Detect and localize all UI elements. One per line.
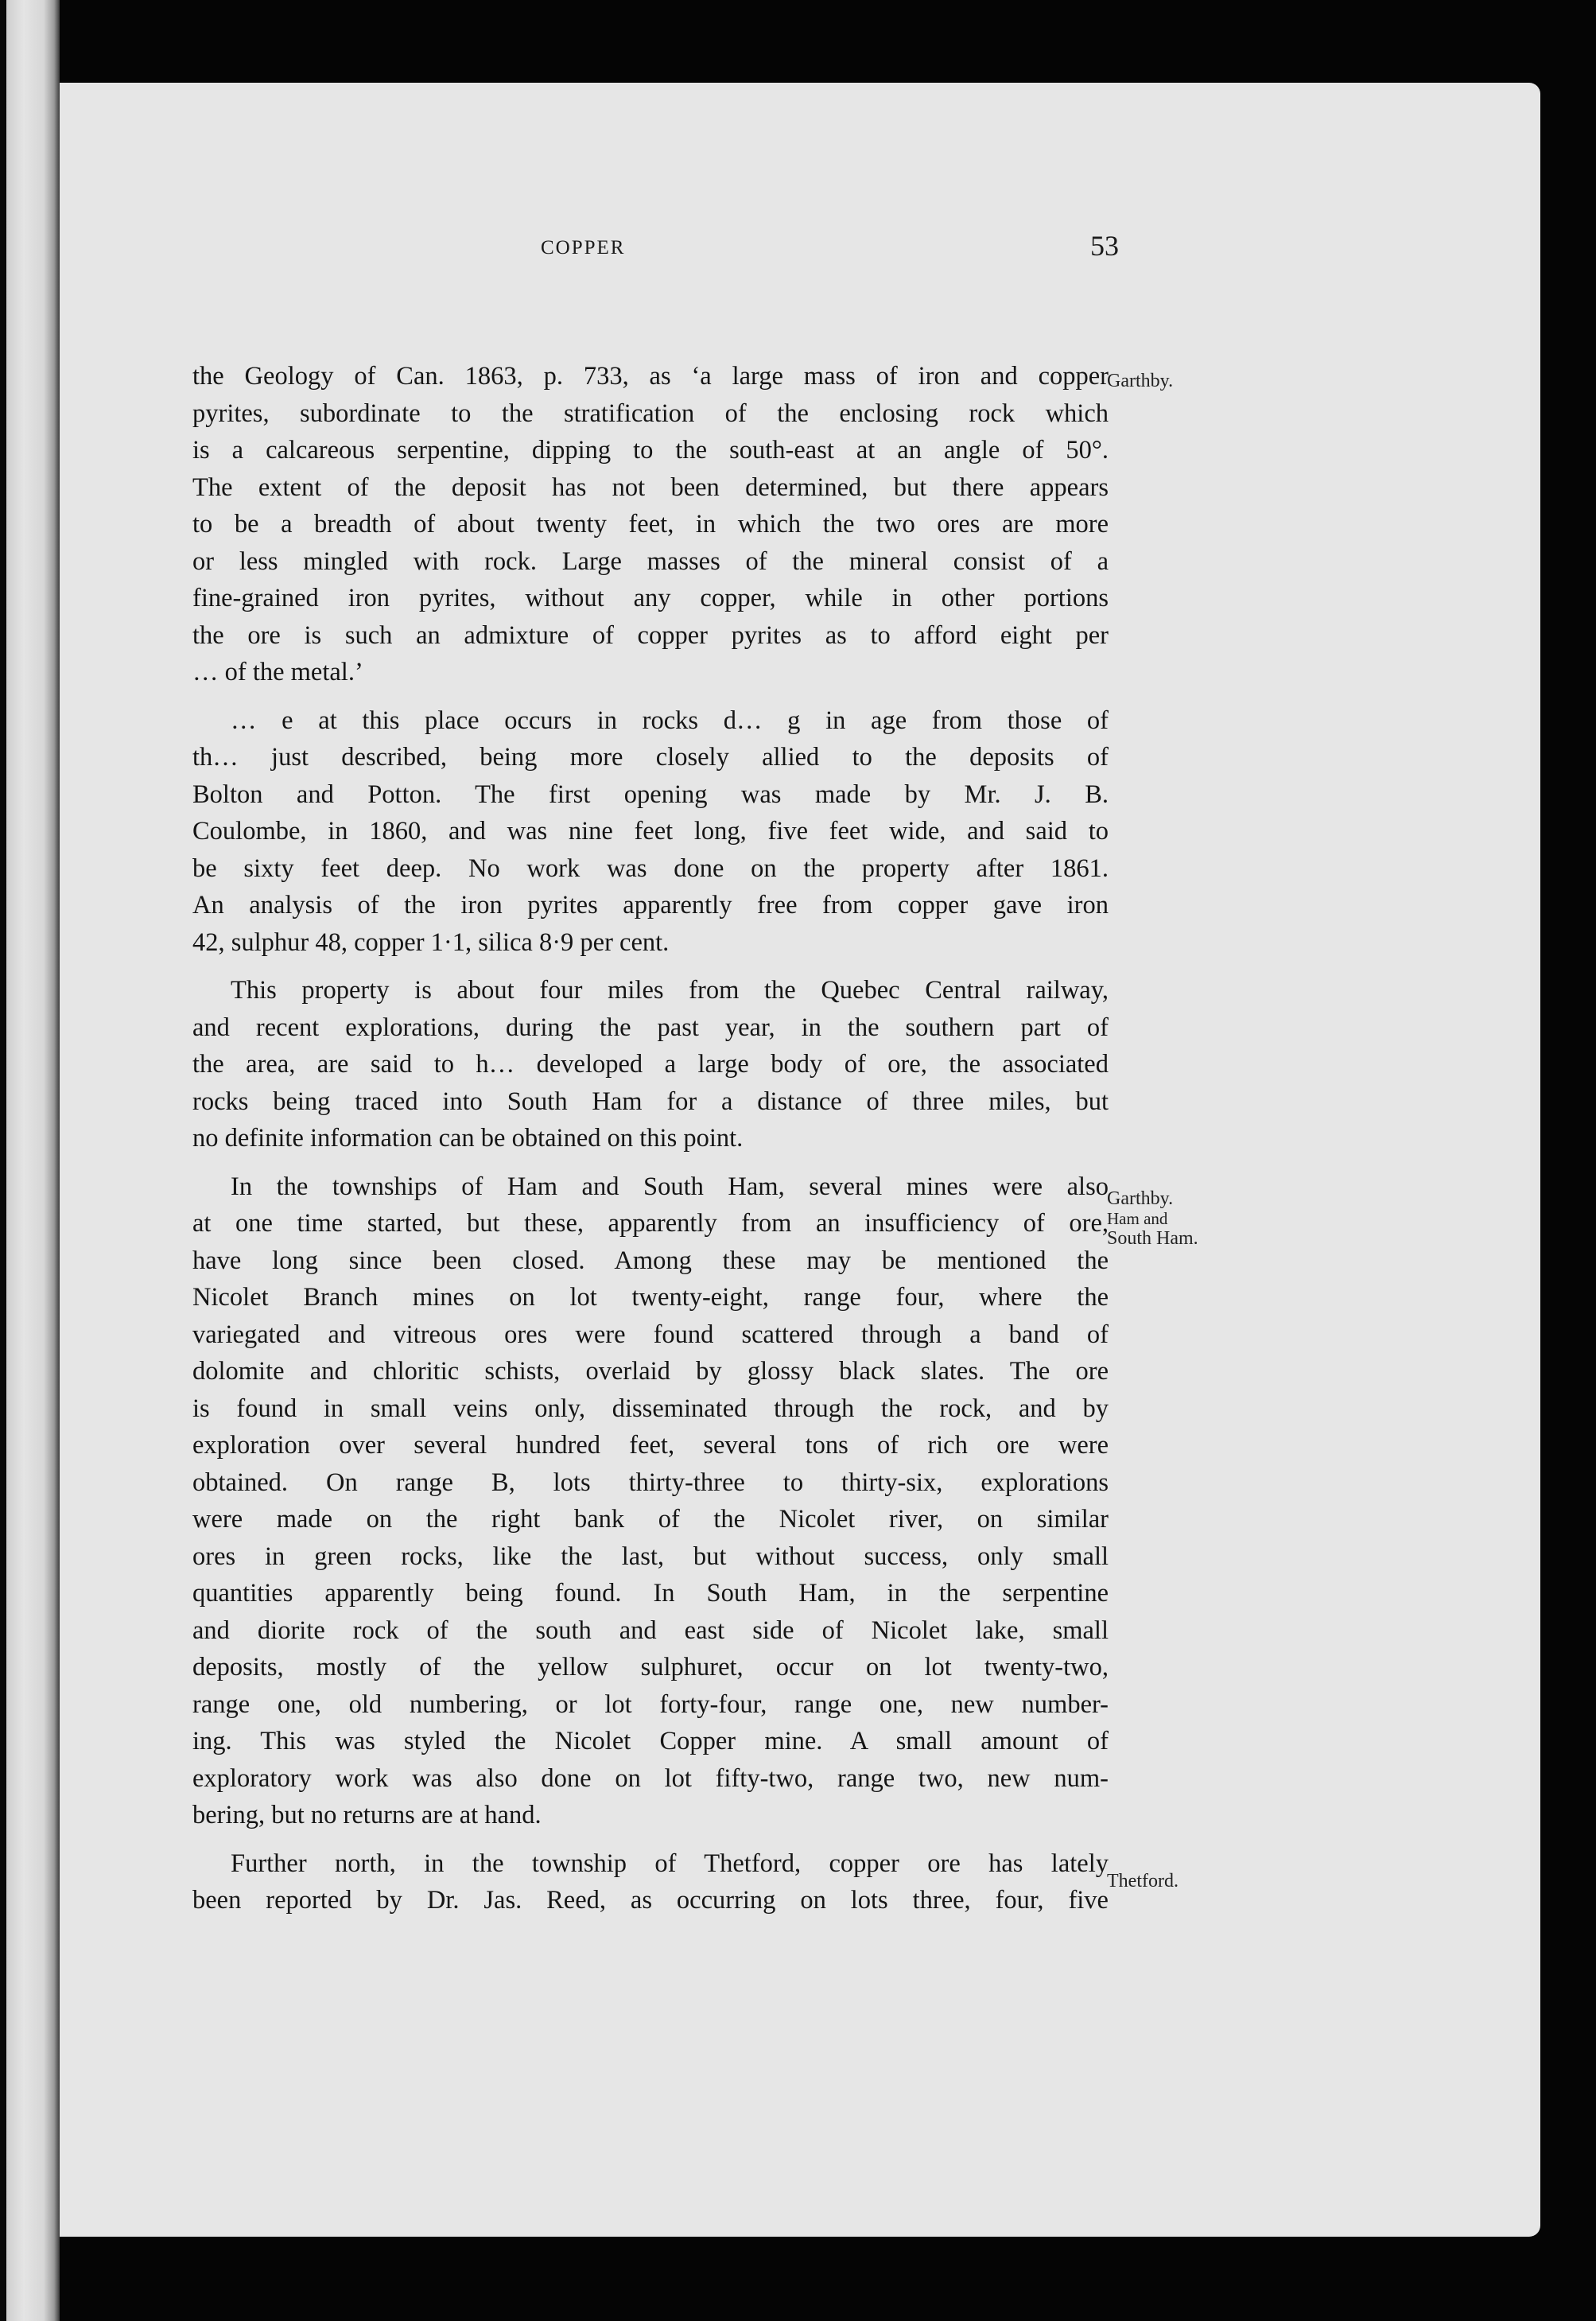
text-line: exploration over several hundred feet, several tons of rich ore were <box>192 1431 1109 1460</box>
page-number: 53 <box>1090 230 1119 262</box>
text-line: have long since been closed. Among these may be mentioned the <box>192 1246 1109 1275</box>
text-line: In the townships of Ham and South Ham, several mines were also <box>231 1172 1109 1201</box>
text-line: exploratory work was also done on lot fifty-two, range two, new num- <box>192 1763 1109 1793</box>
paragraph <box>192 972 1109 1157</box>
text-line: were made on the right bank of the Nicolet river, on similar <box>192 1505 1109 1534</box>
sidenote-line: Garthby. <box>1107 1188 1174 1209</box>
text-line: The extent of the deposit has not been determined, but there appears <box>192 472 1109 502</box>
text-line: and recent explorations, during the past year, in the southern part of <box>192 1013 1109 1042</box>
text-line: … of the metal.’ <box>192 658 363 686</box>
paragraph <box>192 1845 1109 1919</box>
text-line: bering, but no returns are at hand. <box>192 1801 542 1829</box>
sidenote-garthby <box>1107 371 1242 391</box>
text-line: Nicolet Branch mines on lot twenty-eight, range four, where the <box>192 1283 1109 1312</box>
text-line: be sixty feet deep. No work was done on the property after 1861. <box>192 853 1109 883</box>
text-line: fine-grained iron pyrites, without any copper, while in other portions <box>192 584 1109 612</box>
text-line: and diorite rock of the south and east side of Nicolet lake, small <box>192 1615 1109 1645</box>
sidenote-line: Ham and <box>1107 1209 1168 1228</box>
sidenote-thetford <box>1107 1872 1242 1891</box>
text-line: the Geology of Can. 1863, p. 733, as ‘a large mass of iron and copper <box>192 362 1109 391</box>
text-line: quantities apparently being found. In South Ham, in the serpentine <box>192 1579 1109 1608</box>
text-line: Coulombe, in 1860, and was nine feet long, five feet wide, and said to <box>192 817 1109 846</box>
sidenote-line: South Ham. <box>1107 1228 1198 1249</box>
text-line: range one, old numbering, or lot forty-four, range one, new number- <box>192 1689 1109 1719</box>
text-line: deposits, mostly of the yellow sulphuret, occur on lot twenty-two, <box>192 1653 1109 1681</box>
text-line: at one time started, but these, apparently from an insufficiency of ore, <box>192 1209 1109 1238</box>
paragraph <box>192 1168 1109 1834</box>
text-line: … e at this place occurs in rocks d… g in age from those of <box>231 706 1109 735</box>
running-title: COPPER <box>541 237 626 259</box>
sidenote-line: Garthby. <box>1107 371 1174 391</box>
text-line: rocks being traced into South Ham for a distance of three miles, but <box>192 1087 1109 1116</box>
text-line: is a calcareous serpentine, dipping to the south-east at an angle of 50°. <box>192 436 1109 465</box>
text-line: the ore is such an admixture of copper pyrites as to afford eight per <box>192 620 1109 650</box>
text-line: no definite information can be obtained on this point. <box>192 1124 744 1153</box>
text-line: th… just described, being more closely allied to the deposits of <box>192 743 1109 772</box>
text-line: the area, are said to h… developed a large body of ore, the associated <box>192 1050 1109 1079</box>
text-line: dolomite and chloritic schists, overlaid by glossy black slates. The ore <box>192 1357 1109 1386</box>
text-line: This property is about four miles from the Quebec Central railway, <box>231 976 1109 1005</box>
text-line: pyrites, subordinate to the stratification of the enclosing rock which <box>192 398 1109 428</box>
text-line: 42, sulphur 48, copper 1·1, silica 8·9 per cent. <box>192 927 670 957</box>
text-line: An analysis of the iron pyrites apparently free from copper gave iron <box>192 891 1109 919</box>
body-text <box>192 358 1109 1919</box>
text-line: been reported by Dr. Jas. Reed, as occurring on lots three, four, five <box>192 1886 1109 1915</box>
text-line: variegated and vitreous ores were found scattered through a band of <box>192 1320 1109 1349</box>
sidenote-ham-south-ham <box>1107 1189 1242 1249</box>
text-line: ing. This was styled the Nicolet Copper mine. A small amount of <box>192 1727 1109 1755</box>
book-binding-edge <box>0 0 60 2321</box>
text-line: is found in small veins only, disseminated through the rock, and by <box>192 1394 1109 1423</box>
sidenote-line: Thetford. <box>1107 1871 1179 1891</box>
text-line: obtained. On range B, lots thirty-three to thirty-six, explorations <box>192 1468 1109 1497</box>
text-line: ores in green rocks, like the last, but without success, only small <box>192 1542 1109 1571</box>
page-header <box>302 229 1119 269</box>
paragraph <box>192 358 1109 691</box>
text-line: Further north, in the township of Thetford, copper ore has lately <box>231 1849 1109 1878</box>
text-line: Bolton and Potton. The first opening was made by Mr. J. B. <box>192 779 1109 809</box>
paragraph <box>192 702 1109 962</box>
text-line: or less mingled with rock. Large masses of the mineral consist of a <box>192 546 1109 576</box>
text-line: to be a breadth of about twenty feet, in which the two ores are more <box>192 510 1109 538</box>
